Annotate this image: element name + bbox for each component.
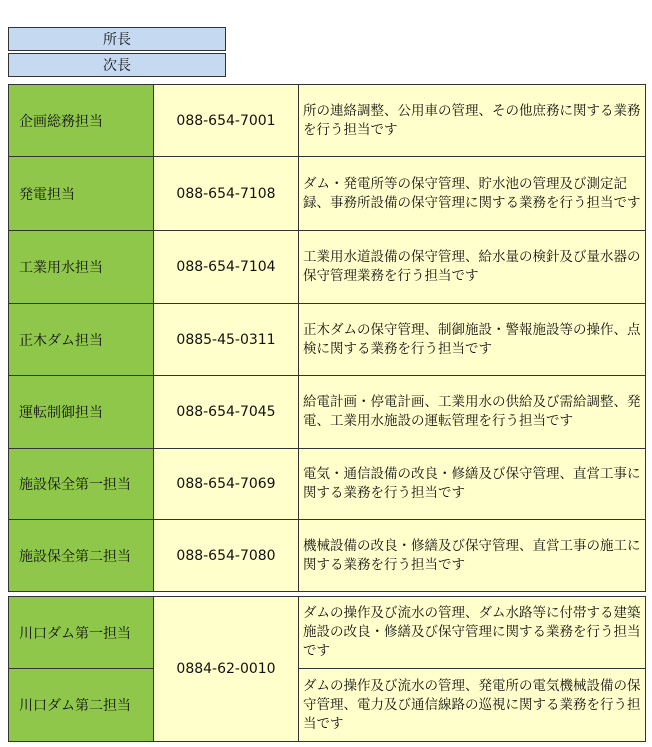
table-row [9, 231, 646, 304]
section-desc: ダムの操作及び流水の管理、発電所の電気機械設備の保守管理、電力及び通信線路の巡視に関する業務を行う担当です [299, 669, 646, 742]
section-desc: 給電計画・停電計画、工業用水の供給及び需給調整、発電、工業用水施設の運転管理を行う担当です [299, 376, 646, 449]
section-name: 企画総務担当 [9, 85, 154, 157]
table-row [9, 376, 646, 449]
section-name: 川口ダム第二担当 [9, 669, 154, 742]
section-name: 施設保全第二担当 [9, 520, 154, 592]
kawaguchi-table [8, 596, 646, 742]
table-row [9, 157, 646, 231]
section-desc: 工業用水道設備の保守管理、給水量の検針及び量水器の保守管理業務を行う担当です [299, 231, 646, 304]
director-label: 所長 [103, 32, 131, 48]
table-row [9, 520, 646, 592]
section-desc: 所の連絡調整、公用車の管理、その他庶務に関する業務を行う担当です [299, 85, 646, 157]
section-tel: 088-654-7104 [154, 231, 299, 304]
section-tel: 0884-62-0010 [154, 597, 299, 742]
table-row [9, 597, 646, 669]
section-name: 工業用水担当 [9, 231, 154, 304]
section-desc: 電気・通信設備の改良・修繕及び保守管理、直営工事に関する業務を行う担当です [299, 449, 646, 520]
section-tel: 088-654-7108 [154, 157, 299, 231]
table-row [9, 669, 646, 742]
sections-table [8, 84, 646, 592]
table-row [9, 449, 646, 520]
section-desc: 正木ダムの保守管理、制御施設・警報施設等の操作、点検に関する業務を行う担当です [299, 304, 646, 376]
director-header [8, 27, 226, 51]
section-desc: ダム・発電所等の保守管理、貯水池の管理及び測定記録、事務所設備の保守管理に関する業務を行う担当です [299, 157, 646, 231]
deputy-label: 次長 [103, 58, 131, 74]
section-name: 正木ダム担当 [9, 304, 154, 376]
section-name: 発電担当 [9, 157, 154, 231]
table-row [9, 304, 646, 376]
section-tel: 088-654-7001 [154, 85, 299, 157]
table-row [9, 85, 646, 157]
deputy-header [8, 53, 226, 77]
section-tel: 088-654-7080 [154, 520, 299, 592]
section-tel: 088-654-7069 [154, 449, 299, 520]
section-name: 川口ダム第一担当 [9, 597, 154, 669]
section-tel: 0885-45-0311 [154, 304, 299, 376]
section-tel: 088-654-7045 [154, 376, 299, 449]
section-desc: 機械設備の改良・修繕及び保守管理、直営工事の施工に関する業務を行う担当です [299, 520, 646, 592]
section-name: 運転制御担当 [9, 376, 154, 449]
section-name: 施設保全第一担当 [9, 449, 154, 520]
section-desc: ダムの操作及び流水の管理、ダム水路等に付帯する建築施設の改良・修繕及び保守管理に関する業務を行う担当です [299, 597, 646, 669]
